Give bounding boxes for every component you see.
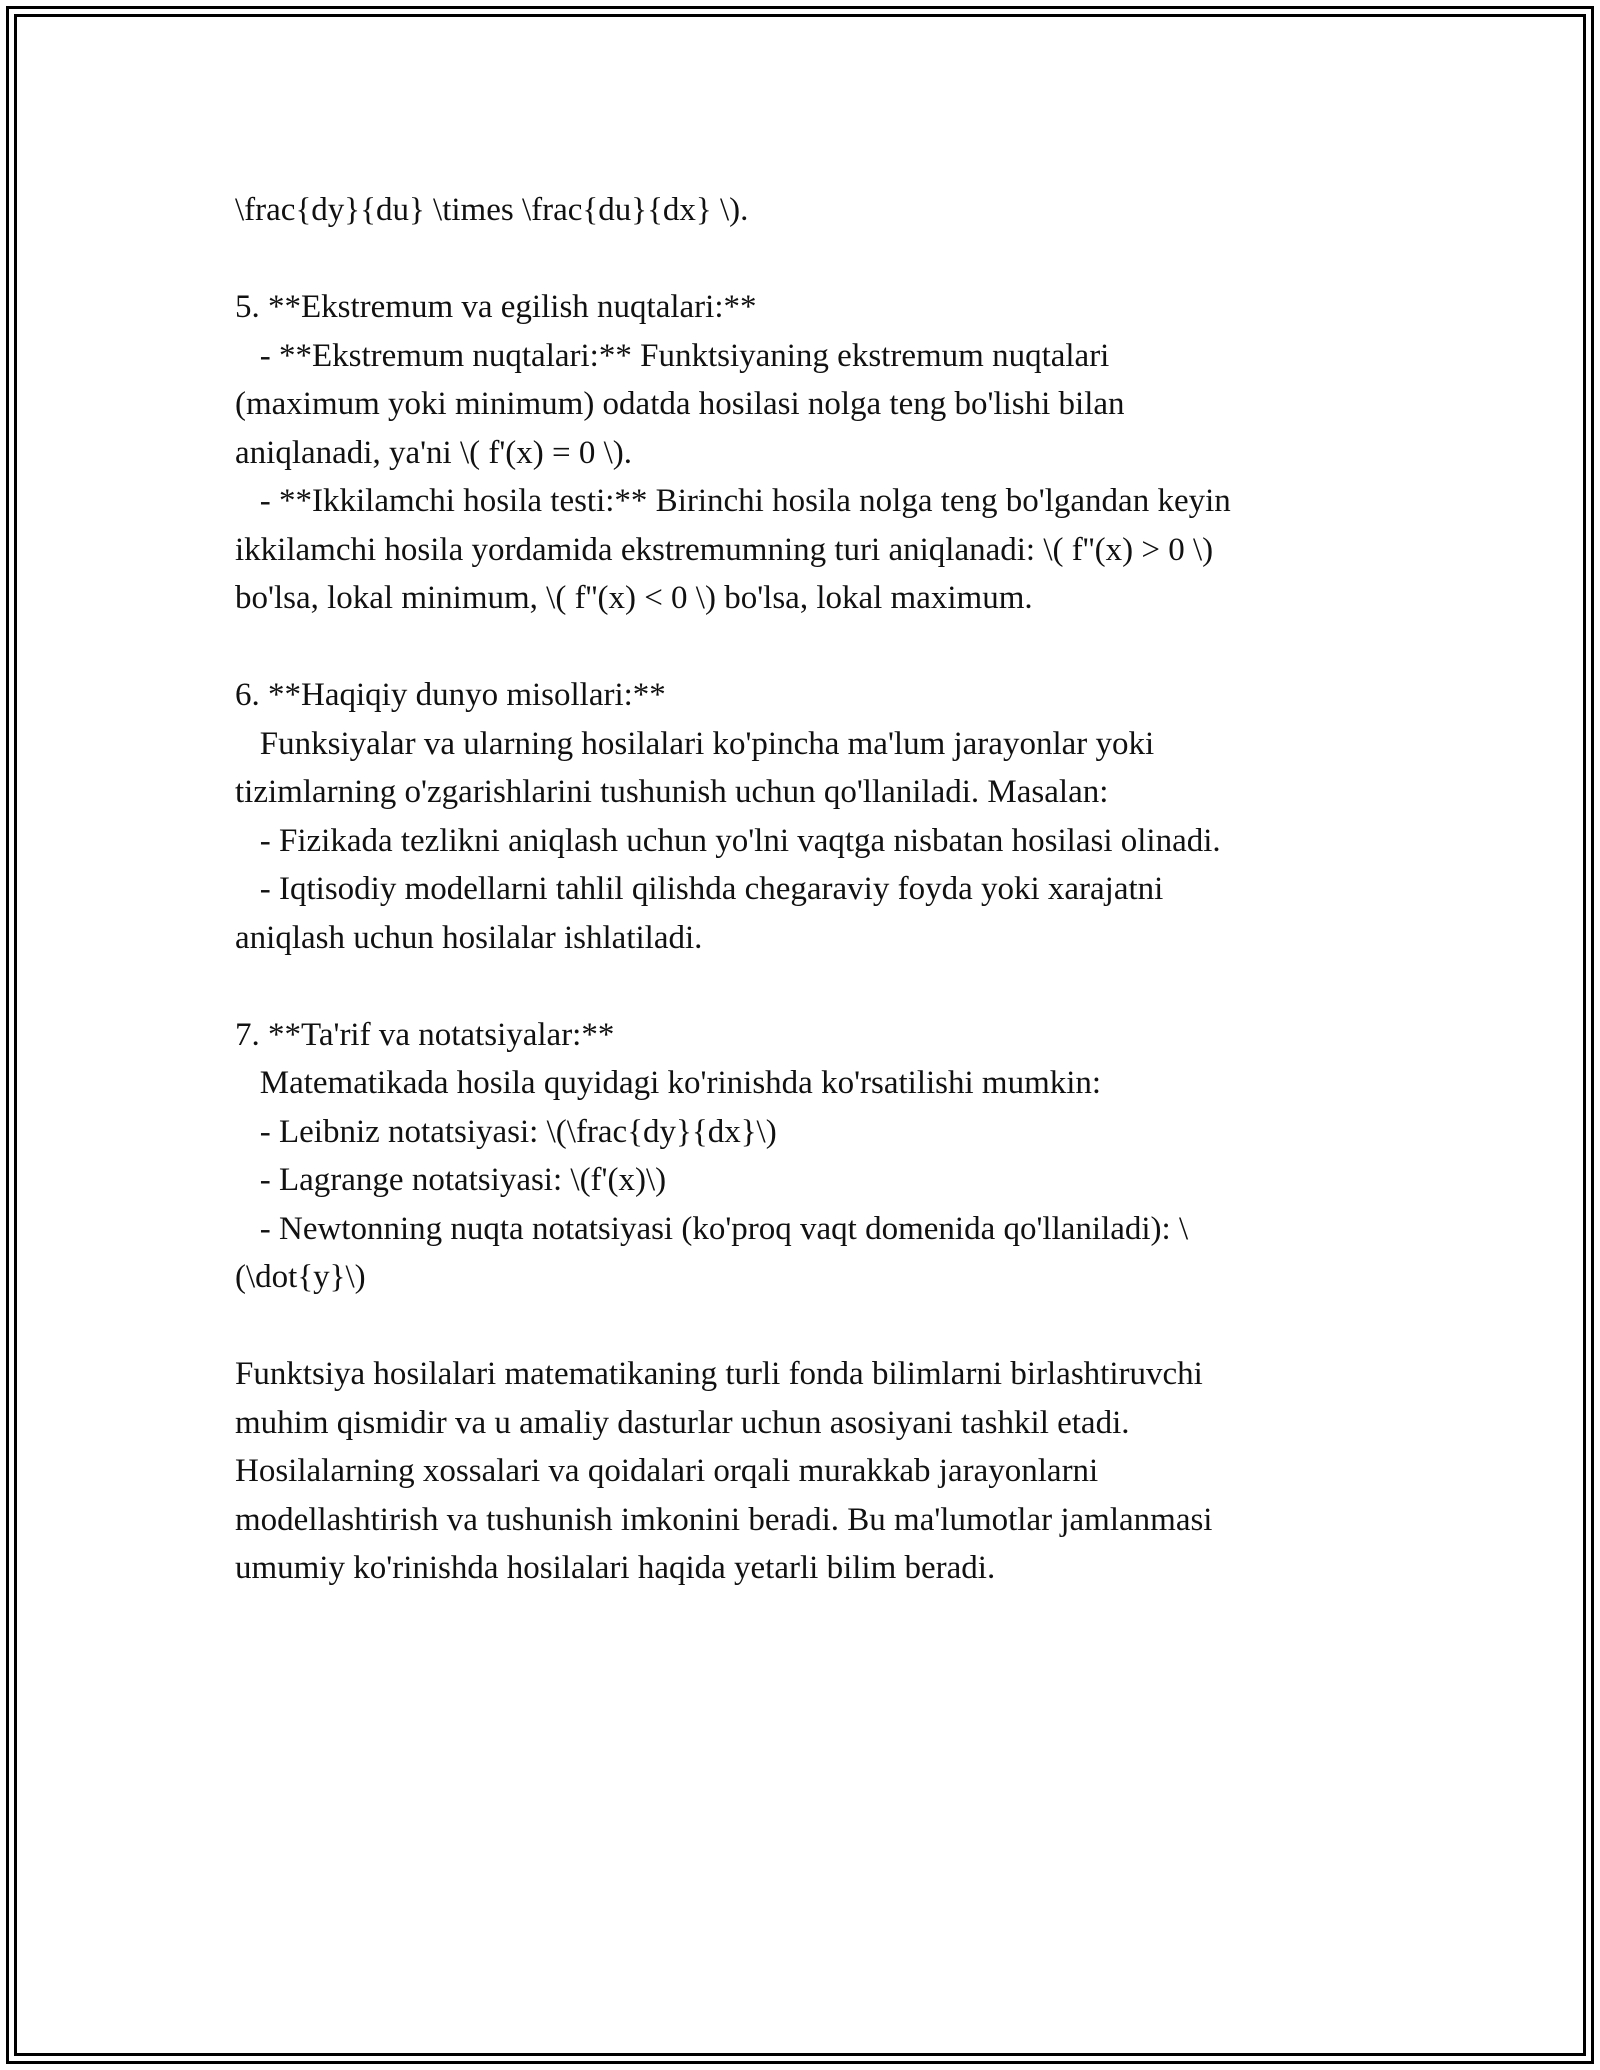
conclusion-line: muhim qismidir va u amaliy dasturlar uchun asosiyani tashkil etadi. — [235, 1404, 1130, 1441]
text-line: - Iqtisodiy modellarni tahlil qilishda chegaraviy foyda yoki xarajatni — [235, 871, 1164, 907]
blank-line — [235, 623, 1385, 672]
text-line: aniqlanadi, ya'ni \( f'(x) = 0 \). — [235, 434, 633, 471]
document-body — [235, 186, 1385, 1593]
text-line: (maximum yoki minimum) odatda hosilasi nolga teng bo'lishi bilan — [235, 386, 1125, 422]
text-line: (\dot{y}\) — [235, 1259, 366, 1295]
text-line: \frac{dy}{du} \times \frac{du}{dx} \). — [235, 192, 749, 228]
conclusion-line: Hosilalarning xossalari va qoidalari orqali murakkab jarayonlarni — [235, 1453, 1099, 1489]
conclusion-line: modellashtirish va tushunish imkonini beradi. Bu ma'lumotlar jamlanmasi — [235, 1501, 1213, 1538]
text-line: - **Ikkilamchi hosila testi:** Birinchi hosila nolga teng bo'lgandan keyin — [235, 483, 1231, 519]
text-line: Matematikada hosila quyidagi ko'rinishda ko'rsatilishi mumkin: — [235, 1065, 1102, 1101]
section-heading: 6. **Haqiqiy dunyo misollari:** — [235, 677, 666, 713]
text-line: Funksiyalar va ularning hosilalari ko'pincha ma'lum jarayonlar yoki — [235, 725, 1155, 762]
section-heading: 7. **Ta'rif va notatsiyalar:** — [235, 1016, 615, 1053]
blank-line — [235, 235, 1385, 284]
text-line: tizimlarning o'zgarishlarini tushunish uchun qo'llaniladi. Masalan: — [235, 774, 1109, 810]
text-line: - **Ekstremum nuqtalari:** Funktsiyaning ekstremum nuqtalari — [235, 337, 1110, 374]
text-line: - Leibniz notatsiyasi: \(\frac{dy}{dx}\) — [235, 1113, 777, 1150]
conclusion-line: Funktsiya hosilalari matematikaning turli fonda bilimlarni birlashtiruvchi — [235, 1356, 1203, 1392]
section-heading: 5. **Ekstremum va egilish nuqtalari:** — [235, 289, 757, 325]
text-line: bo'lsa, lokal minimum, \( f''(x) < 0 \) bo'lsa, lokal maximum. — [235, 580, 1033, 616]
blank-line — [235, 962, 1385, 1011]
text-line: - Lagrange notatsiyasi: \(f'(x)\) — [235, 1162, 667, 1198]
text-line: - Newtonning nuqta notatsiyasi (ko'proq vaqt domenida qo'llaniladi): \ — [235, 1210, 1189, 1247]
text-line: - Fizikada tezlikni aniqlash uchun yo'lni vaqtga nisbatan hosilasi olinadi. — [235, 822, 1221, 859]
blank-line — [235, 1302, 1385, 1351]
text-line: ikkilamchi hosila yordamida ekstremumning turi aniqlanadi: \( f''(x) > 0 \) — [235, 531, 1214, 568]
text-line: aniqlash uchun hosilalar ishlatiladi. — [235, 919, 703, 956]
conclusion-line: umumiy ko'rinishda hosilalari haqida yetarli bilim beradi. — [235, 1550, 996, 1586]
